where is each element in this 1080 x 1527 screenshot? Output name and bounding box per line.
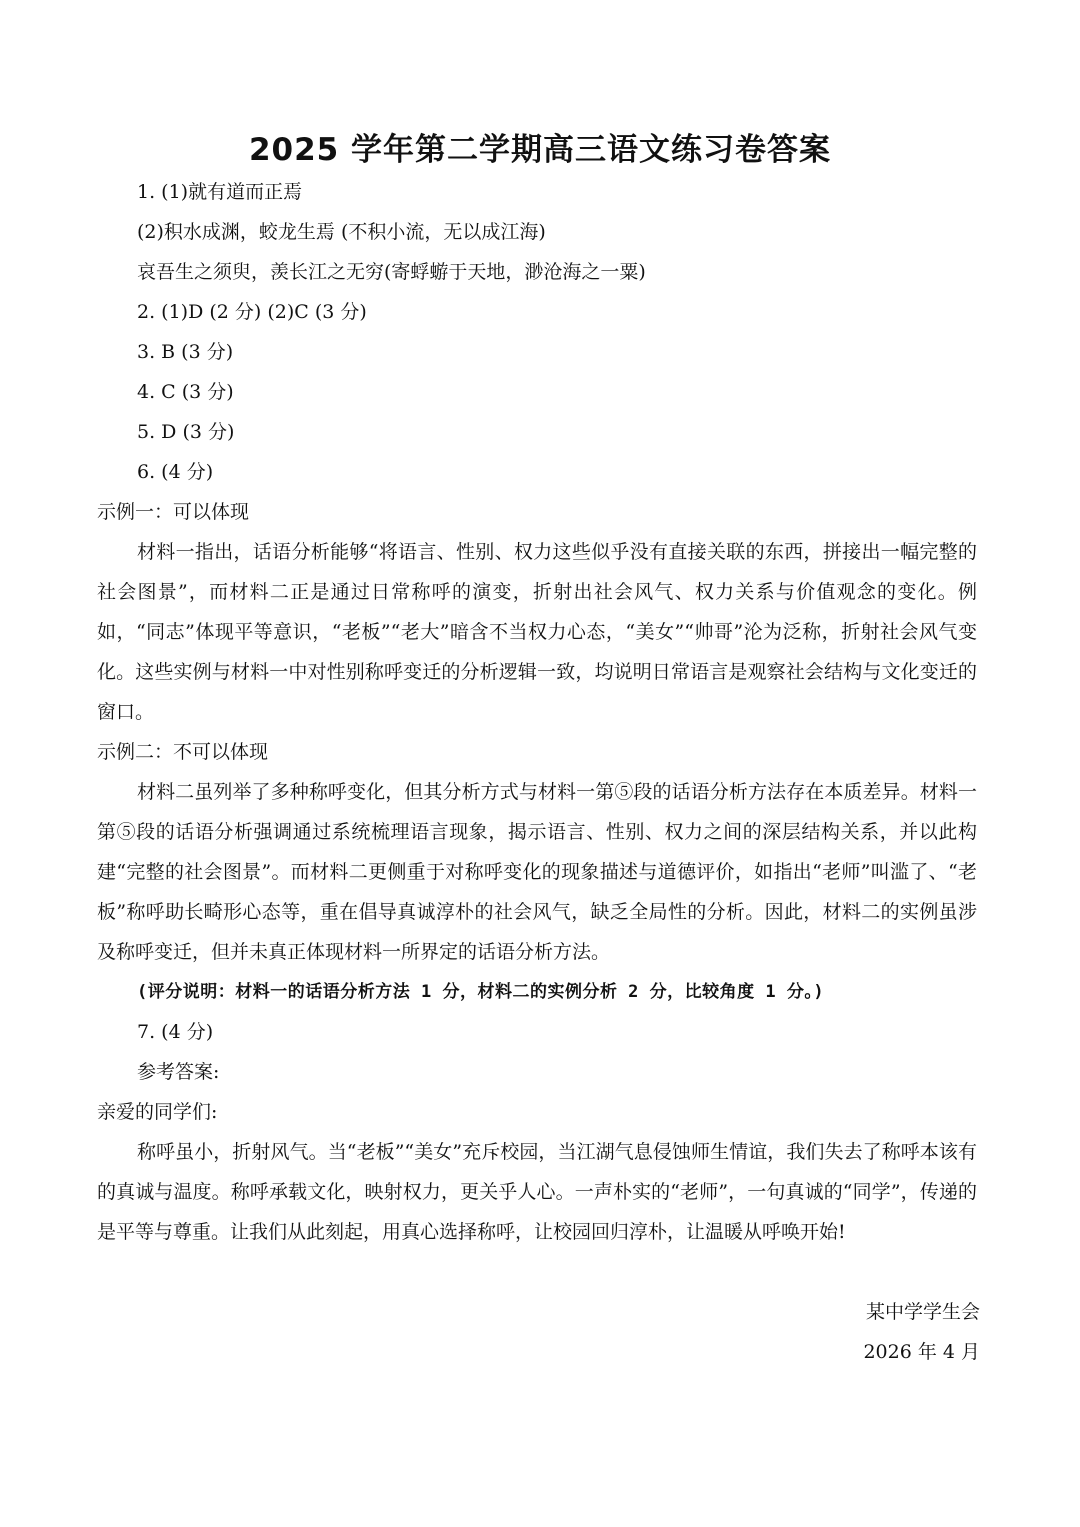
scoring-note: (评分说明：材料一的话语分析方法 1 分，材料二的实例分析 2 分，比较角度 1 分。) bbox=[137, 982, 825, 1002]
reference-answer-label: 参考答案: bbox=[137, 1061, 220, 1083]
answer-3: 3. B (3 分) bbox=[137, 341, 234, 363]
letter-date: 2026 年 4 月 bbox=[863, 1341, 980, 1363]
letter-greeting: 亲爱的同学们: bbox=[97, 1101, 218, 1123]
answer-2: 2. (1)D (2 分) (2)C (3 分) bbox=[137, 301, 367, 323]
answer-1-part-3: 哀吾生之须臾，羡长江之无穷(寄蜉蝣于天地，渺沧海之一粟) bbox=[137, 261, 646, 283]
example-1-heading: 示例一：可以体现 bbox=[97, 501, 250, 523]
answer-1-part-1: 1. (1)就有道而正焉 bbox=[137, 181, 303, 203]
page-title: 2025 学年第二学期高三语文练习卷答案 bbox=[248, 132, 832, 168]
answer-7: 7. (4 分) bbox=[137, 1021, 214, 1043]
example-2-heading: 示例二：不可以体现 bbox=[97, 741, 269, 763]
answer-5: 5. D (3 分) bbox=[137, 421, 235, 443]
example-2-paragraph: 材料二虽列举了多种称呼变化，但其分析方式与材料一第⑤段的话语分析方法存在本质差异。材料一第⑤段的话语分析强调通过系统梳理语言现象，揭示语言、性别、权力之间的深层结构关系，并以此构建“完整的社会图景”。而材料二更侧重于对称呼变化的现象描述与道德评价，如指出“老师”叫滥了、“老板”称呼助长畸形心态等，重在倡导真诚淳朴的社会风气，缺乏全局性的分析。因此，材料二的实例虽涉及称呼变迁，但并未真正体现材料一所界定的话语分析方法。 bbox=[97, 781, 977, 963]
example-1-paragraph: 材料一指出，话语分析能够“将语言、性别、权力这些似乎没有直接关联的东西，拼接出一幅完整的社会图景”，而材料二正是通过日常称呼的演变，折射出社会风气、权力关系与价值观念的变化。例如，“同志”体现平等意识，“老板”“老大”暗含不当权力心态，“美女”“帅哥”沦为泛称，折射社会风气变化。这些实例与材料一中对性别称呼变迁的分析逻辑一致，均说明日常语言是观察社会结构与文化变迁的窗口。 bbox=[97, 541, 977, 723]
answer-4: 4. C (3 分) bbox=[137, 381, 234, 403]
letter-signature: 某中学学生会 bbox=[865, 1301, 980, 1323]
answer-1-part-2: (2)积水成渊，蛟龙生焉 (不积小流，无以成江海) bbox=[137, 221, 546, 243]
answer-6: 6. (4 分) bbox=[137, 461, 214, 483]
letter-body: 称呼虽小，折射风气。当“老板”“美女”充斥校园，当江湖气息侵蚀师生情谊，我们失去了称呼本该有的真诚与温度。称呼承载文化，映射权力，更关乎人心。一声朴实的“老师”，一句真诚的“同学”，传递的是平等与尊重。让我们从此刻起，用真心选择称呼，让校园回归淳朴，让温暖从呼唤开始! bbox=[97, 1141, 977, 1243]
